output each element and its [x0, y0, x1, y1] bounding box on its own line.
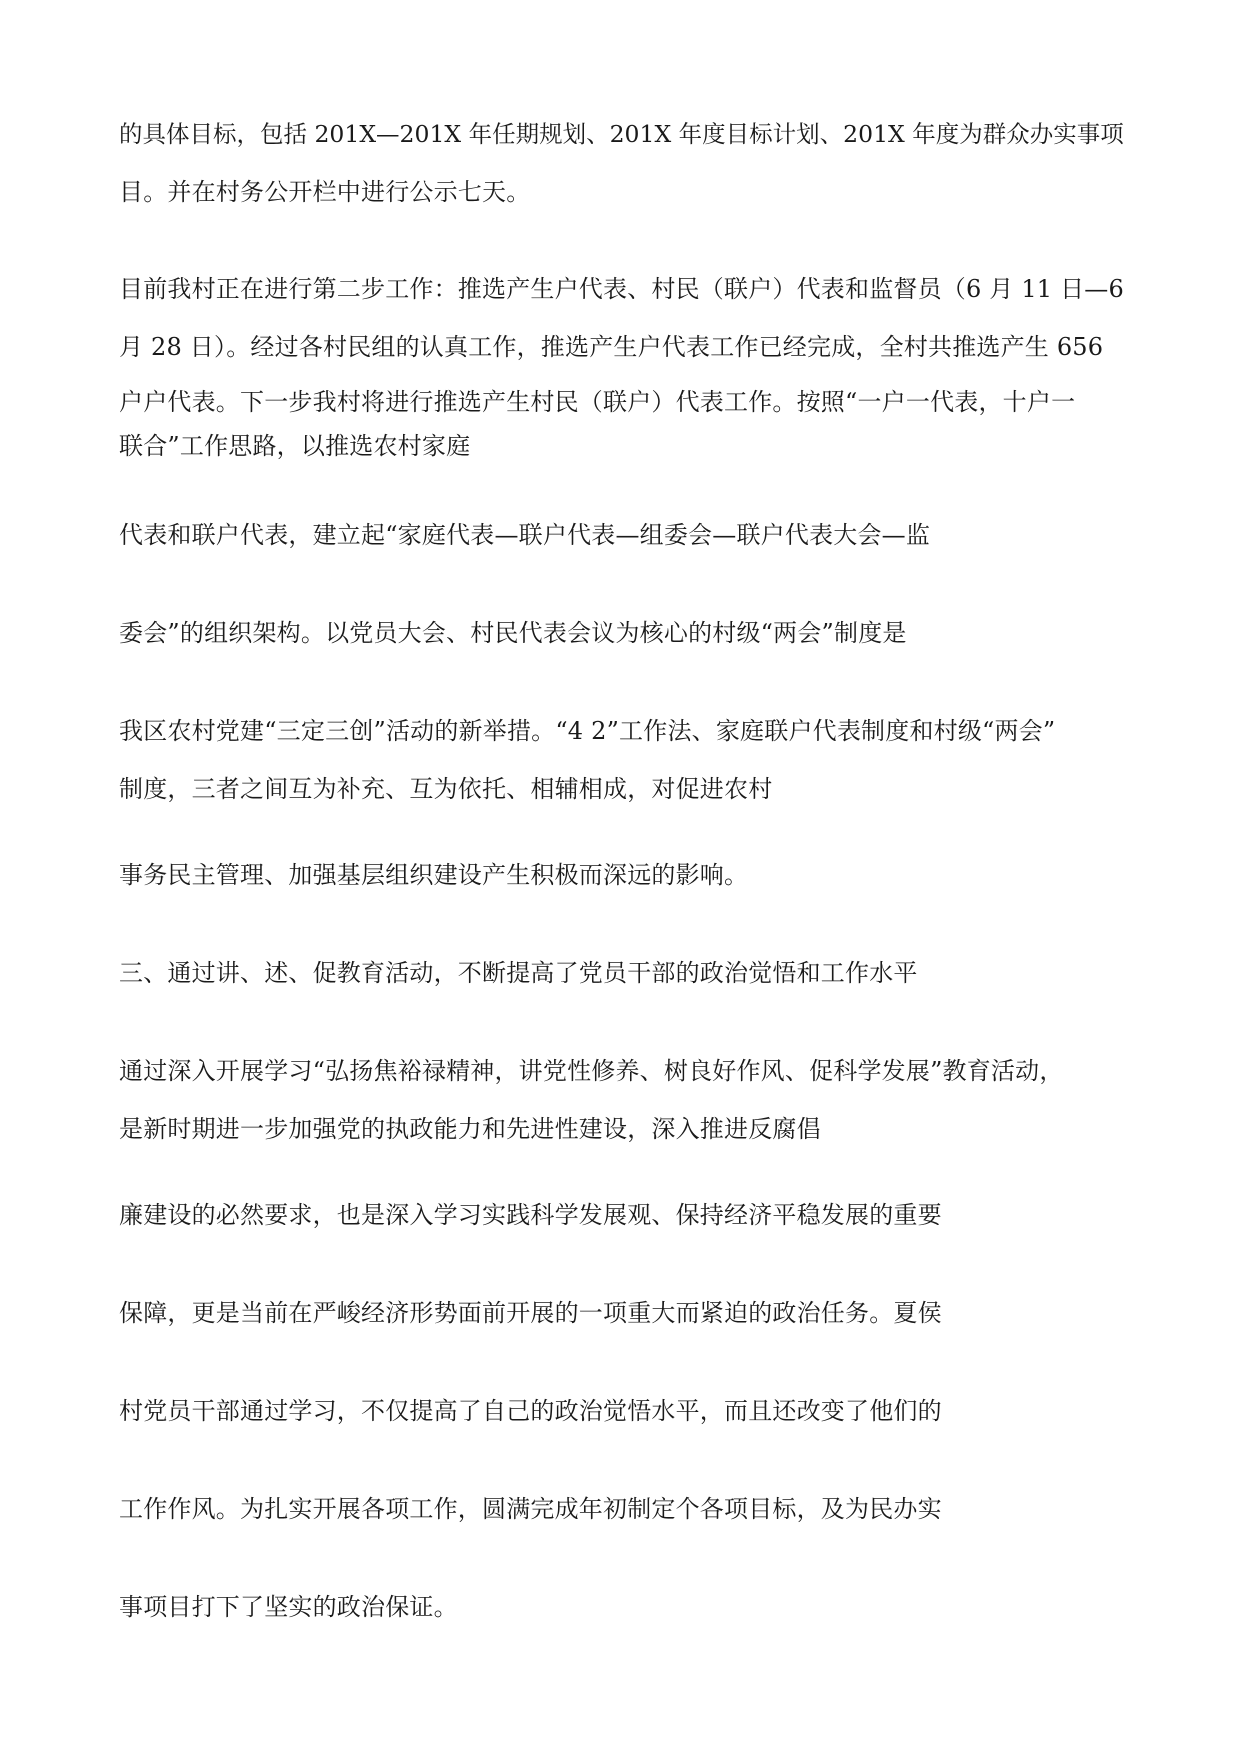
text-line: 目前我村正在进行第二步工作：推选产生户代表、村民（联户）代表和监督员（6 月 11 日—6 [119, 275, 1124, 303]
text-line: 委会”的组织架构。以党员大会、村民代表会议为核心的村级“两会”制度是 [119, 619, 907, 647]
text-line: 代表和联户代表，建立起“家庭代表—联户代表—组委会—联户代表大会—监 [119, 521, 931, 549]
text-line: 事项目打下了坚实的政治保证。 [119, 1593, 458, 1621]
text-line: 是新时期进一步加强党的执政能力和先进性建设，深入推进反腐倡 [119, 1115, 821, 1143]
text-line: 保障，更是当前在严峻经济形势面前开展的一项重大而紧迫的政治任务。夏侯 [119, 1299, 942, 1327]
text-line: 通过深入开展学习“弘扬焦裕禄精神，讲党性修养、树良好作风、促科学发展”教育活动， [119, 1057, 1064, 1085]
text-line: 户户代表。下一步我村将进行推选产生村民（联户）代表工作。按照“一户一代表，十户一 [119, 388, 1076, 416]
text-line: 月 28 日）。经过各村民组的认真工作，推选产生户代表工作已经完成，全村共推选产生 656 [119, 333, 1104, 361]
text-line: 我区农村党建“三定三创”活动的新举措。“4 2”工作法、家庭联户代表制度和村级“两会” [119, 717, 1056, 745]
text-line: 廉建设的必然要求，也是深入学习实践科学发展观、保持经济平稳发展的重要 [119, 1201, 942, 1229]
text-line: 工作作风。为扎实开展各项工作，圆满完成年初制定个各项目标，及为民办实 [119, 1495, 942, 1523]
text-line: 事务民主管理、加强基层组织建设产生积极而深远的影响。 [119, 861, 749, 889]
text-line: 制度，三者之间互为补充、互为依托、相辅相成，对促进农村 [119, 775, 773, 803]
text-line: 联合”工作思路，以推选农村家庭 [119, 432, 471, 460]
section-heading: 三、通过讲、述、促教育活动，不断提高了党员干部的政治觉悟和工作水平 [119, 959, 918, 987]
text-line: 的具体目标，包括 201X—201X 年任期规划、201X 年度目标计划、201X 年度为群众办实事项 [119, 120, 1124, 148]
text-line: 目。并在村务公开栏中进行公示七天。 [119, 178, 531, 206]
text-line: 村党员干部通过学习，不仅提高了自己的政治觉悟水平，而且还改变了他们的 [119, 1397, 942, 1425]
